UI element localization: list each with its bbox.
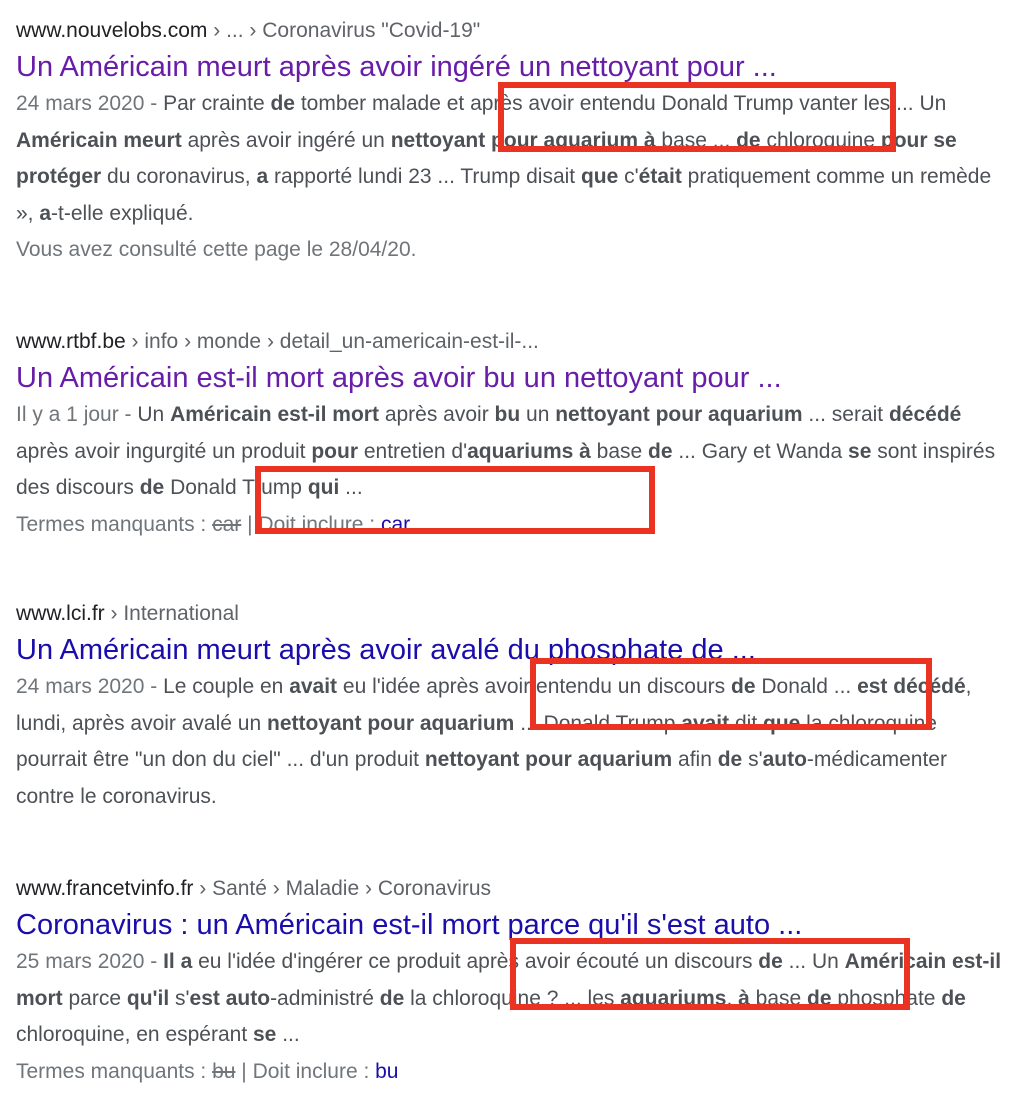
result-title-link[interactable]: Un Américain meurt après avoir avalé du phosphate de ...: [16, 634, 756, 666]
missing-terms-label: Termes manquants :: [16, 1059, 213, 1083]
must-include-label: | Doit inclure :: [235, 1059, 376, 1083]
result-url[interactable]: [16, 601, 1006, 627]
visited-note: Vous avez consulté cette page le 28/04/20.: [16, 238, 417, 261]
result-snippet: Il y a 1 jour - Un Américain est-il mort après avoir bu un nettoyant pour aquarium ... serait décédé après avoir ingurgité un produit pour entretien d'aquariums à base de ... Gary et Wanda se sont inspirés des discours de Donald Trump qui ...: [16, 403, 996, 499]
missing-terms: [16, 1054, 1006, 1090]
result-title-link[interactable]: Un Américain est-il mort après avoir bu un nettoyant pour ...: [16, 362, 782, 394]
result-snippet: 25 mars 2020 - Il a eu l'idée d'ingérer ce produit après avoir écouté un discours de ... Un Américain est-il mort parce qu'il s'est auto-administré de la chloroquine ? ... les aquariums, à base de phosphate de chloroquine, en espérant se ...: [16, 950, 1002, 1046]
result-breadcrumb: › International: [104, 602, 239, 625]
highlight-box-2: [255, 466, 655, 534]
result-breadcrumb: › info › monde › detail_un-americain-est-il-...: [125, 330, 539, 353]
result-domain[interactable]: www.nouvelobs.com: [16, 19, 208, 42]
highlight-box-3: [530, 658, 932, 730]
result-domain[interactable]: www.francetvinfo.fr: [16, 877, 194, 900]
must-include-link[interactable]: car: [380, 512, 411, 536]
result-title-link[interactable]: Coronavirus : un Américain est-il mort parce qu'il s'est auto ...: [16, 909, 803, 941]
result-snippet: 24 mars 2020 - Le couple en avait eu l'idée après avoir entendu un discours de Donald ... est décédé, lundi, après avoir avalé un nettoyant pour aquarium ... Donald Trump avait dit que la chloroquine pourrait être "un don du ciel" ... d'un produit nettoyant pour aquarium afin de s'auto-médicamenter contre le coronavirus.: [16, 675, 972, 808]
result-breadcrumb: › Santé › Maladie › Coronavirus: [193, 877, 492, 900]
result-url[interactable]: [16, 18, 1006, 44]
result-title-link[interactable]: Un Américain meurt après avoir ingéré un nettoyant pour ...: [16, 51, 777, 83]
result-domain[interactable]: www.lci.fr: [16, 602, 105, 625]
result-url[interactable]: [16, 329, 1006, 355]
missing-term: bu: [212, 1059, 236, 1083]
must-include-label: | Doit inclure :: [241, 512, 381, 536]
result-breadcrumb: › ... › Coronavirus "Covid-19": [207, 19, 481, 42]
highlight-box-4: [510, 938, 910, 1010]
must-include-link[interactable]: bu: [375, 1059, 399, 1083]
missing-terms-label: Termes manquants :: [16, 512, 213, 536]
highlight-box-1: [498, 82, 896, 152]
result-domain[interactable]: www.rtbf.be: [16, 330, 126, 353]
missing-term: car: [212, 512, 242, 536]
result-url[interactable]: [16, 876, 1006, 902]
result-snippet: 24 mars 2020 - Par crainte de tomber malade et après avoir entendu Donald Trump vanter les ... Un Américain meurt après avoir ingéré un nettoyant pour aquarium à base ... de chloroquine pour se protéger du coronavirus, a rapporté lundi 23 ... Trump disait que c'était pratiquement comme un remède », a-t-elle expliqué.: [16, 92, 992, 225]
